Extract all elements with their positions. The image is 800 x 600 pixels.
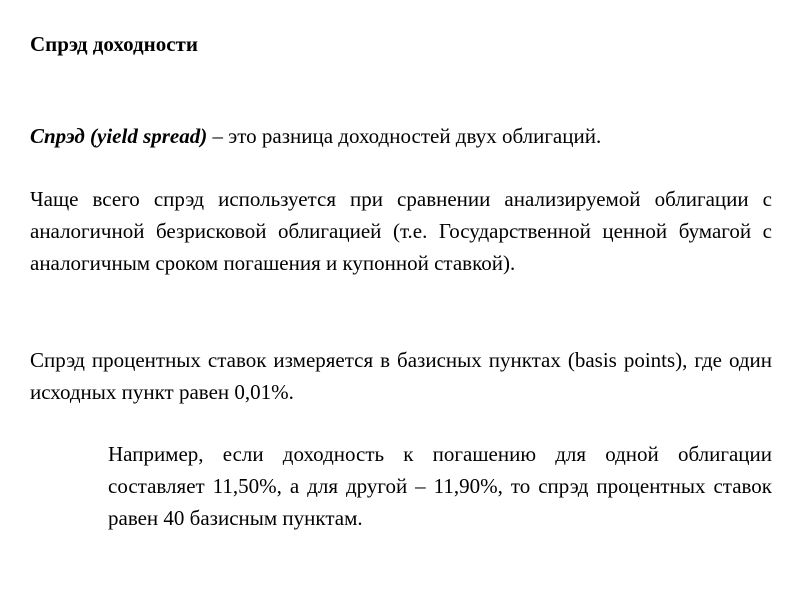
slide-title: Спрэд доходности <box>30 32 198 56</box>
definition-paragraph <box>30 120 772 152</box>
definition-text: – это разница доходностей двух облигаций. <box>207 124 602 148</box>
usage-paragraph: Чаще всего спрэд используется при сравнении анализируемой облигации с аналогичной безрисковой облигацией (т.е. Государственной ценной бумагой с аналогичным сроком погашения и купонной ставкой). <box>30 187 772 275</box>
definition-term: Спрэд (yield spread) <box>30 124 208 148</box>
measure-paragraph: Спрэд процентных ставок измеряется в базисных пунктах (basis points), где один исходных пункт равен 0,01%. <box>30 348 772 404</box>
example-paragraph: Например, если доходность к погашению для одной облигации составляет 11,50%, а для другой – 11,90%, то спрэд процентных ставок равен 40 базисным пунктам. <box>108 442 772 530</box>
